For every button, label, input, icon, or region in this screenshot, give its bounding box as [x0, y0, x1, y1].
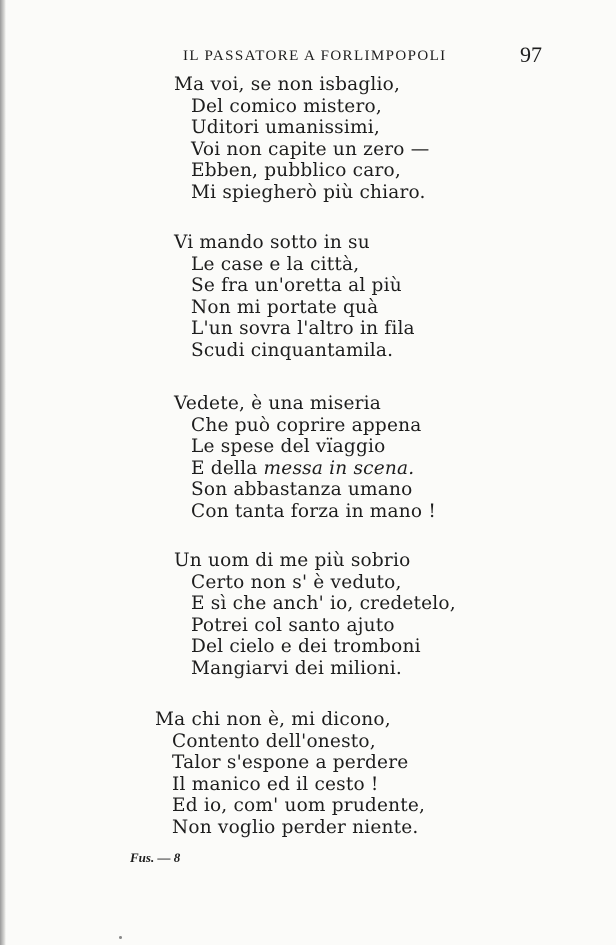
stanza-4: [174, 550, 456, 679]
verse-line: Scudi cinquantamila.: [191, 339, 394, 361]
verse-line: Vi mando sotto in su: [174, 232, 370, 253]
verse-line: Mi spiegherò più chiaro.: [191, 181, 426, 203]
stanza-5: [155, 709, 425, 838]
verse-line: Il manico ed il cesto !: [172, 773, 379, 795]
verse-line: Se fra un'oretta al più: [191, 275, 402, 296]
stanza-1: [174, 74, 429, 203]
verse-line: Le spese del vïaggio: [191, 436, 386, 457]
verse-line: Un uom di me più sobrio: [174, 550, 411, 571]
verse-line: Che può coprire appena: [191, 414, 422, 436]
verse-line: Potrei col santo ajuto: [191, 614, 395, 636]
verse-line: Ebben, pubblico caro,: [191, 160, 401, 181]
verse-line: Vedete, è una miseria: [174, 393, 382, 414]
verse-line: Del cielo e dei tromboni: [191, 636, 421, 657]
verse-line: L'un sovra l'altro in fila: [191, 318, 415, 339]
verse-line: Contento dell'onesto,: [172, 730, 376, 752]
verse-line: Mangiarvi dei milioni.: [191, 657, 402, 679]
running-title: IL PASSATORE A FORLIMPOPOLI: [183, 48, 447, 64]
verse-line: Le case e la città,: [191, 253, 360, 275]
verse-line: Ma voi, se non isbaglio,: [174, 74, 401, 95]
italic-phrase: messa in scena.: [263, 457, 415, 479]
verse-line: Certo non s' è veduto,: [191, 571, 402, 593]
verse-line: Uditori umanissimi,: [191, 117, 380, 138]
verse-line: E sì che anch' io, credetelo,: [191, 593, 456, 614]
verse-line: Del comico mistero,: [191, 95, 382, 117]
verse-line: Non voglio perder niente.: [172, 816, 419, 838]
page-number: 97: [520, 42, 542, 67]
verse-line: Con tanta forza in mano !: [191, 500, 436, 522]
verse-line: Talor s'espone a perdere: [172, 752, 409, 773]
verse-line: Non mi portate quà: [191, 296, 379, 318]
verse-line: Ma chi non è, mi dicono,: [155, 709, 391, 730]
stanza-2: [174, 232, 415, 361]
stanza-3: [174, 393, 436, 522]
page-header: [0, 42, 616, 66]
printer-signature-mark: Fus. — 8: [130, 850, 181, 865]
verse-line: Ed io, com' uom prudente,: [172, 795, 426, 816]
page-binding-edge: [0, 0, 6, 945]
verse-text: E della: [191, 457, 258, 479]
verse-line: Voi non capite un zero —: [191, 138, 430, 160]
verse-line: [174, 458, 436, 480]
verse-line: Son abbastanza umano: [191, 479, 413, 500]
paper-speck: [119, 936, 122, 939]
